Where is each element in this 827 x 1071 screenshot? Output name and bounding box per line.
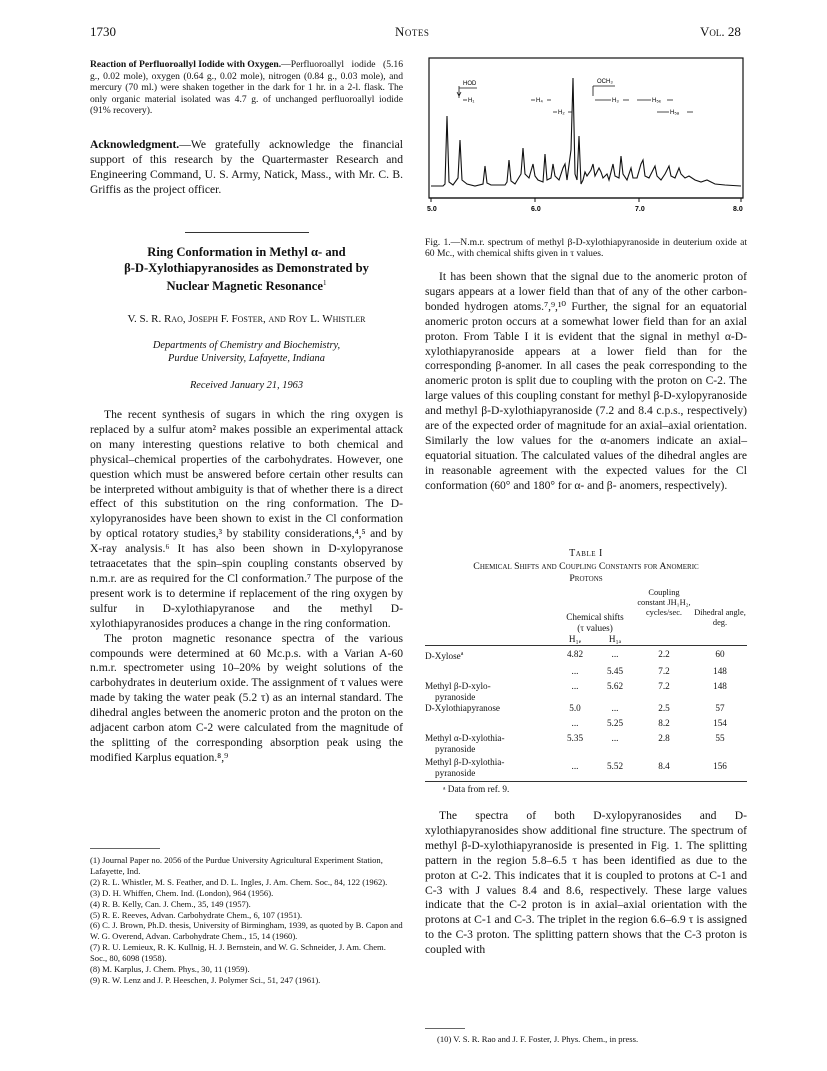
header-h1e: H₁ₑ [568, 634, 582, 644]
article-title-footnote-ref: 1 [322, 279, 327, 288]
paragraph-3: It has been shown that the signal due to the anomeric proton of sugars appears at a lower field than that of any of the other carbon-bonded hydrogen atoms.⁷,⁹,¹⁰ Further, the signal for an equatorial anomeric proton occurs at a somewhat lower field than for an axial proton. From Table I it is evident that the signal in methyl α-D-xylothiapyranoside appears at a lower field than for the corresponding β-anomer. In all cases the peak corresponding to the anomeric proton is split due to coupling with the proton on C-2. The large values of this coupling constant for methyl β-D-xylopyranoside and methyl β-D-xylothiapyranoside (7.2 and 8.4 c.p.s., respectively) are of the expected order of magnitude for an axial–axial orientation. Similarly the low values for the α-anomers indicate an axial–equatorial situation. The calculated values of the dihedral angles are in reasonable agreement with the expected values for the Cl conformation (60° and 180° for α- and β- anomers, respectively). [425, 270, 747, 492]
spectrum-frame [429, 58, 743, 198]
x-tick-label-8: 8.0 [733, 206, 743, 213]
table-subheader-row [425, 634, 747, 646]
footnote-9: (9) R. W. Lenz and J. P. Heeschen, J. Polymer Sci., 51, 247 (1961). [90, 974, 321, 985]
header-chemical-shifts [555, 588, 635, 634]
footnote-5: (5) R. E. Reeves, Advan. Carbohydrate Chem., 6, 107 (1951). [90, 909, 303, 920]
footnote-divider [90, 848, 160, 849]
row-name [425, 755, 555, 782]
reaction-note-body: —Perfluoroallyl iodide (5.16 g., 0.02 mole), oxygen (0.64 g., 0.02 mole), nitrogen (0.84 g., 0.03 mole), and mercury (70 ml.) were shaken together in the dark for 1 hr. in a 2-l. flask. The only organic material isolated was 4.7 g. of unchanged perfluoroallyl iodide (91% recovery). [90, 59, 403, 117]
article-title-line1: Ring Conformation in Methyl α- and [147, 245, 346, 259]
acknowledgment [90, 138, 403, 198]
cell-h1e: ... [571, 666, 579, 677]
cell-angle: 57 [715, 703, 725, 714]
footnote-4: (4) R. B. Kelly, Can. J. Chem., 35, 149 (1957). [90, 898, 251, 909]
cell-j: 2.8 [658, 733, 670, 744]
body-text-left [90, 408, 403, 766]
row-name-text: D-Xylose [425, 651, 461, 662]
h1-label: H₁ [468, 98, 475, 104]
data-table [425, 588, 747, 782]
row-name-text-cont: pyranoside [435, 768, 476, 779]
cell-angle: 148 [713, 681, 727, 692]
x-tick-label-7: 7.0 [635, 206, 645, 213]
table-row [425, 646, 747, 663]
table-row [425, 729, 747, 755]
header-coupling: Coupling constant JH₁H₂, cycles/sec. [637, 588, 691, 617]
cell-h1a: ... [611, 703, 619, 714]
header-dihedral: Dihedral angle, deg. [694, 608, 746, 627]
body-text-right-2 [425, 809, 747, 958]
header-shifts-label: Chemical shifts [566, 612, 624, 622]
h2-label: H₂ [558, 110, 565, 116]
cell-h1a: 5.52 [606, 761, 624, 772]
row-name-text-cont: pyranoside [435, 692, 476, 703]
cell-angle: 60 [715, 649, 725, 659]
affiliation [90, 340, 403, 365]
cell-h1e: ... [571, 681, 579, 692]
row-name-text-cont: pyranoside [435, 744, 476, 755]
table-subtitle [425, 561, 747, 585]
x-tick-label-5: 5.0 [427, 206, 437, 213]
cell-j: 7.2 [658, 666, 670, 677]
h5a-label: H₅ₐ [670, 110, 679, 116]
footnote-divider-right [425, 1028, 465, 1029]
cell-h1e: 5.0 [569, 703, 581, 714]
cell-h1a: ... [611, 733, 619, 744]
row-name [425, 714, 555, 729]
footnote-3: (3) D. H. Whiffen, Chem. Ind. (London), 964 (1956). [90, 887, 274, 898]
cell-j: 8.4 [658, 761, 670, 772]
header-shifts-sub: (τ values) [577, 623, 613, 633]
article-title-line2: β-D-Xylothiapyranosides as Demonstrated by [124, 260, 369, 275]
figure-1 [425, 56, 747, 232]
acknowledgment-title: Acknowledgment. [90, 138, 180, 151]
reaction-note-title: Reaction of Perfluoroallyl Iodide with Oxygen. [90, 59, 282, 70]
row-name-text: Methyl α-D-xylothia- [425, 733, 505, 744]
cell-h1e: 5.35 [566, 733, 584, 744]
paragraph-2: The proton magnetic resonance spectra of the various compounds were determined at 60 Mc.p.s. with a Varian A-60 n.m.r. spectrometer using 10–20% by weight solutions of the carbohydrates in deuterium oxide. The assignment of τ values were made by taking the water peak (5.2 τ) as an internal standard. The dihedral angles between the anomeric proton and the proton on the adjacent carbon atom C-2 were calculated from the magnitude of the splitting of the corresponding absorption peak using the modified Karplus equation.⁸,⁹ [90, 631, 403, 764]
h5e-label: H₅ₑ [652, 98, 661, 104]
row-name: D-Xylothiapyranose [425, 703, 501, 714]
article-title-line3: Nuclear Magnetic Resonance [166, 279, 323, 294]
cell-h1e: 4.82 [566, 649, 584, 659]
section-divider [185, 232, 309, 233]
cell-j: 2.2 [658, 649, 670, 659]
hod-label: HOD [463, 81, 477, 87]
row-name-text: Methyl β-D-xylo- [425, 681, 491, 692]
cell-angle: 55 [715, 733, 725, 744]
volume-label: Vol. 28 [700, 24, 741, 39]
header-h1a: H₁ₐ [608, 634, 622, 644]
paragraph-1: The recent synthesis of sugars in which the ring oxygen is replaced by a sulfur atom² makes possible an experimental attack on many interesting questions relative to both chemical and physical–chemical properties of the carbohydrates. However, one question which must be answered before certain other results can be interpreted without ambiguity is that of whether there is a direct effect of this substitution on the ring conformation. The D-xylopyranosides have been shown to exist in the Cl conformation by optical rotatory studies,³ by stability considerations,⁴,⁵ and by X-ray analysis.⁶ It has also been shown in D-xylopyranose tetraacetates that the spin–spin coupling constants observed by n.m.r. are as required for the Cl conformation.⁷ The purpose of the present work is to determine if replacement of the ring oxygen by sulfur in D-xylothiapyranose and the methyl D-xylothiapyranosides produces a change in the ring conformation. [90, 408, 403, 630]
footnotes-left [90, 855, 403, 986]
x-tick-label-6: 6.0 [531, 206, 541, 213]
row-name [425, 729, 555, 755]
footnote-7: (7) R. U. Lemieux, R. K. Kullnig, H. J. Bernstein, and W. G. Schneider, J. Am. Chem. Soc., 80, 6098 (1958). [90, 942, 386, 964]
footnote-6: (6) C. J. Brown, Ph.D. thesis, University of Birmingham, 1939, as quoted by B. Capon and W. G. Overend, Advan. Carbohydrate Chem., 15, 14 (1960). [90, 920, 403, 942]
table-row [425, 755, 747, 782]
table-row [425, 703, 747, 714]
acknowledgment-body: —We gratefully acknowledge the financial support of this research by the Quartermaster Research and Engineering Command, U. S. Army, Natick, Mass., with Mr. C. B. Griffis as the project officer. [90, 138, 403, 196]
nmr-spectrum [425, 56, 747, 232]
cell-h1a: 5.25 [606, 718, 624, 729]
figure-caption: Fig. 1.—N.m.r. spectrum of methyl β-D-xylothiapyranoside in deuterium oxide at 60 Mc., with chemical shifts given in τ values. [425, 237, 747, 259]
spectrum-trace [431, 78, 741, 186]
paragraph-4: The spectra of both D-xylopyranosides and D-xylothiapyranosides show additional fine structure. The spectrum of methyl β-D-xylothiapyranoside is presented in Fig. 1. The splitting pattern in the region 5.8–6.5 τ has been identified as due to the proton at C-2. This indicates that it is coupled to protons at C-1 and C-3 with J values 8.4 and 8.6, respectively. These large values indicate that the C-2 proton is in axial–axial orientation with the protons at C-1 and C-3. The triplet in the region 6.6–6.9 τ is assigned to the C-3 proton. The splitting pattern shows that the C-3 proton is coupled with [425, 809, 747, 957]
table-header-row [425, 588, 747, 634]
table-subtitle-line2: Protons [569, 573, 603, 584]
cell-j: 7.2 [658, 681, 670, 692]
authors: V. S. R. Rao, Joseph F. Foster, and Roy L. Whistler [127, 313, 366, 325]
cell-h1a: 5.62 [606, 681, 624, 692]
table-subtitle-line1: Chemical Shifts and Coupling Constants for Anomeric [473, 561, 699, 572]
och3-label: OCH₃ [597, 79, 613, 85]
row-name [425, 677, 555, 703]
row-name [425, 662, 555, 677]
h4-label: H₄ [536, 98, 543, 104]
footnote-10: (10) V. S. R. Rao and J. F. Foster, J. Phys. Chem., in press. [437, 1034, 639, 1044]
cell-h1a: ... [611, 649, 619, 659]
footnote-8: (8) M. Karplus, J. Chem. Phys., 30, 11 (1959). [90, 964, 250, 975]
table-row [425, 714, 747, 729]
row-footnote-ref: a [460, 651, 464, 657]
cell-j: 8.2 [658, 718, 670, 729]
table-row [425, 662, 747, 677]
affiliation-line1: Departments of Chemistry and Biochemistry, [152, 340, 341, 351]
row-name-text: Methyl β-D-xylothia- [425, 757, 505, 768]
table-title: Table I [569, 548, 603, 559]
body-text-right [425, 270, 747, 494]
running-head: Notes [395, 24, 430, 39]
cell-angle: 148 [713, 666, 727, 677]
table-1 [425, 588, 747, 794]
page-number: 1730 [90, 24, 116, 39]
table-footnote: ᵃ Data from ref. 9. [443, 784, 510, 795]
cell-h1a: 5.45 [606, 666, 624, 677]
footnote-2: (2) R. L. Whistler, M. S. Feather, and D. L. Ingles, J. Am. Chem. Soc., 84, 122 (1962). [90, 876, 388, 887]
cell-h1e: ... [571, 718, 579, 729]
received-date: Received January 21, 1963 [189, 380, 304, 391]
reaction-note [90, 59, 403, 117]
cell-angle: 156 [713, 761, 727, 772]
footnote-1: (1) Journal Paper no. 2056 of the Purdue University Agricultural Experiment Station, Lafayette, Ind. [90, 855, 383, 876]
cell-j: 2.5 [658, 703, 670, 714]
article-title [90, 245, 403, 295]
cell-h1e: ... [571, 761, 579, 772]
row-name [425, 646, 555, 663]
och3-arrow [593, 86, 615, 96]
h3-label: H₃ [612, 98, 619, 104]
cell-angle: 154 [713, 718, 727, 729]
table-row [425, 677, 747, 703]
affiliation-line2: Purdue University, Lafayette, Indiana [168, 352, 325, 364]
